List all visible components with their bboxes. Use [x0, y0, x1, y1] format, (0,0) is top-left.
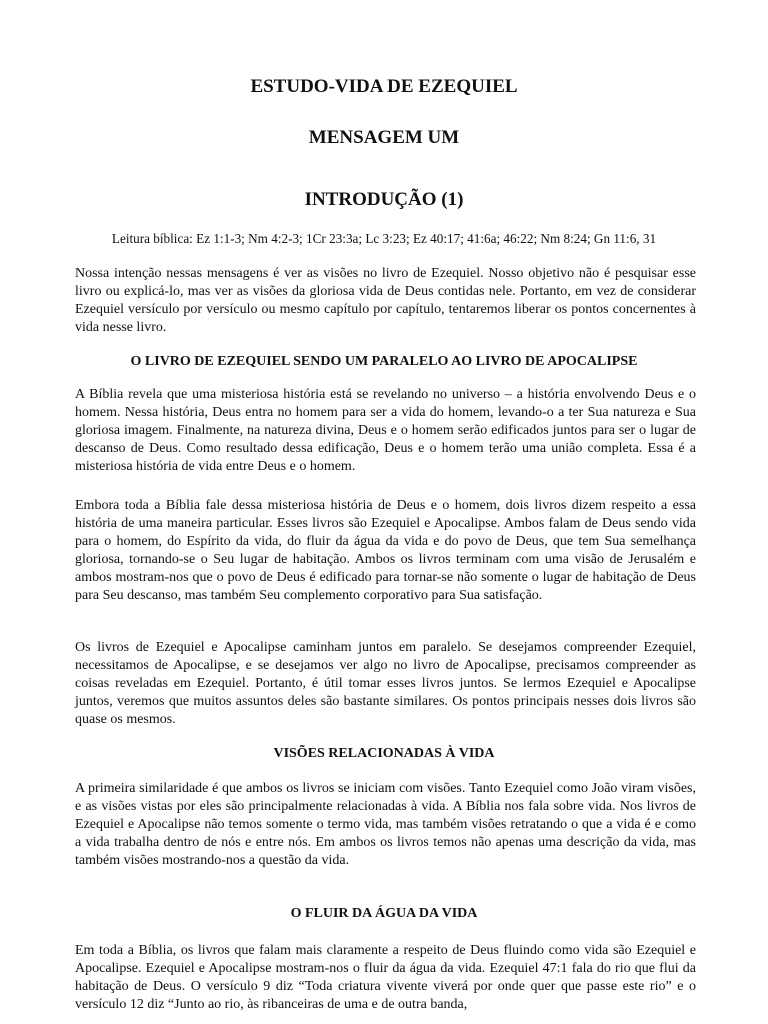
paragraph: A primeira similaridade é que ambos os livros se iniciam com visões. Tanto Ezequiel como João viram visões, e as visões vistas por eles são principalmente relacionadas à vida. A Bíblia nos fala sobre vida. Nos livros de Ezequiel e Apocalipse não temos somente o termo vida, mas também visões retratando o que a vida é e como a vida trabalha dentro de nós e entre nós. Em ambos os livros temos não apenas uma descrição da vida, mas também visões mostrando-nos a questão da vida.: [75, 781, 696, 868]
chapter-heading: INTRODUÇÃO (1): [304, 189, 464, 210]
section-heading-visoes: VISÕES RELACIONADAS À VIDA: [273, 746, 495, 761]
section-heading-fluir: O FLUIR DA ÁGUA DA VIDA: [290, 906, 478, 921]
paragraph: A Bíblia revela que uma misteriosa história está se revelando no universo – a história envolvendo Deus e o homem. Nessa história, Deus entra no homem para ser a vida do homem, levando-o a ter Sua natureza e Sua gloriosa imagem. Finalmente, na natureza divina, Deus e o homem serão edificados juntos para ser o lugar de descanso de Deus. Como resultado dessa edificação, Deus e o homem terão uma união completa. Essa é a misteriosa história de vida entre Deus e o homem.: [75, 387, 696, 474]
message-heading: MENSAGEM UM: [308, 127, 460, 148]
paragraph: Em toda a Bíblia, os livros que falam mais claramente a respeito de Deus fluindo como vida são Ezequiel e Apocalipse. Ezequiel e Apocalipse mostram-nos o fluir da água da vida. Ezequiel 47:1 fala do rio que flui da habitação de Deus. O versículo 9 diz “Toda criatura vivente viverá por onde quer que passe este rio” e o versículo 12 diz “Junto ao rio, às ribanceiras de uma e de outra banda,: [75, 943, 696, 1012]
intro-paragraph: Nossa intenção nessas mensagens é ver as visões no livro de Ezequiel. Nosso objetivo não é pesquisar esse livro ou explicá-lo, mas ver as visões da gloriosa vida de Deus contidas nele. Portanto, em vez de considerar Ezequiel versículo por versículo ou mesmo capítulo por capítulo, tentaremos liberar os pontos concernentes à vida nesse livro.: [75, 266, 696, 335]
section-heading-paralelo: O LIVRO DE EZEQUIEL SENDO UM PARALELO AO LIVRO DE APOCALIPSE: [130, 354, 638, 369]
bible-reading: Leitura bíblica: Ez 1:1-3; Nm 4:2-3; 1Cr 23:3a; Lc 3:23; Ez 40:17; 41:6a; 46:22; Nm 8:24; Gn 11:6, 31: [111, 231, 657, 246]
paragraph: Os livros de Ezequiel e Apocalipse caminham juntos em paralelo. Se desejamos compreender Ezequiel, necessitamos de Apocalipse, e se desejamos ver algo no livro de Apocalipse, precisamos compreender as coisas reveladas em Ezequiel. Portanto, é útil tomar esses livros juntos. Se lermos Ezequiel e Apocalipse juntos, veremos que muitos assuntos deles são bastante similares. Os pontos principais nesses dois livros são quase os mesmos.: [75, 640, 696, 727]
paragraph: Embora toda a Bíblia fale dessa misteriosa história de Deus e o homem, dois livros dizem respeito a essa história de uma maneira particular. Esses livros são Ezequiel e Apocalipse. Ambos falam de Deus sendo vida para o homem, do Espírito da vida, do fluir da água da vida e do povo de Deus, que tem Sua semelhança gloriosa, tornando-se o Seu lugar de habitação. Ambos os livros terminam com uma visão de Jerusalém e ambos mostram-nos que o povo de Deus é edificado para tornar-se não somente o lugar de habitação de Deus para Seu descanso, mas também Seu complemento corporativo para Sua satisfação.: [75, 498, 696, 603]
document-title: ESTUDO-VIDA DE EZEQUIEL: [250, 76, 518, 97]
